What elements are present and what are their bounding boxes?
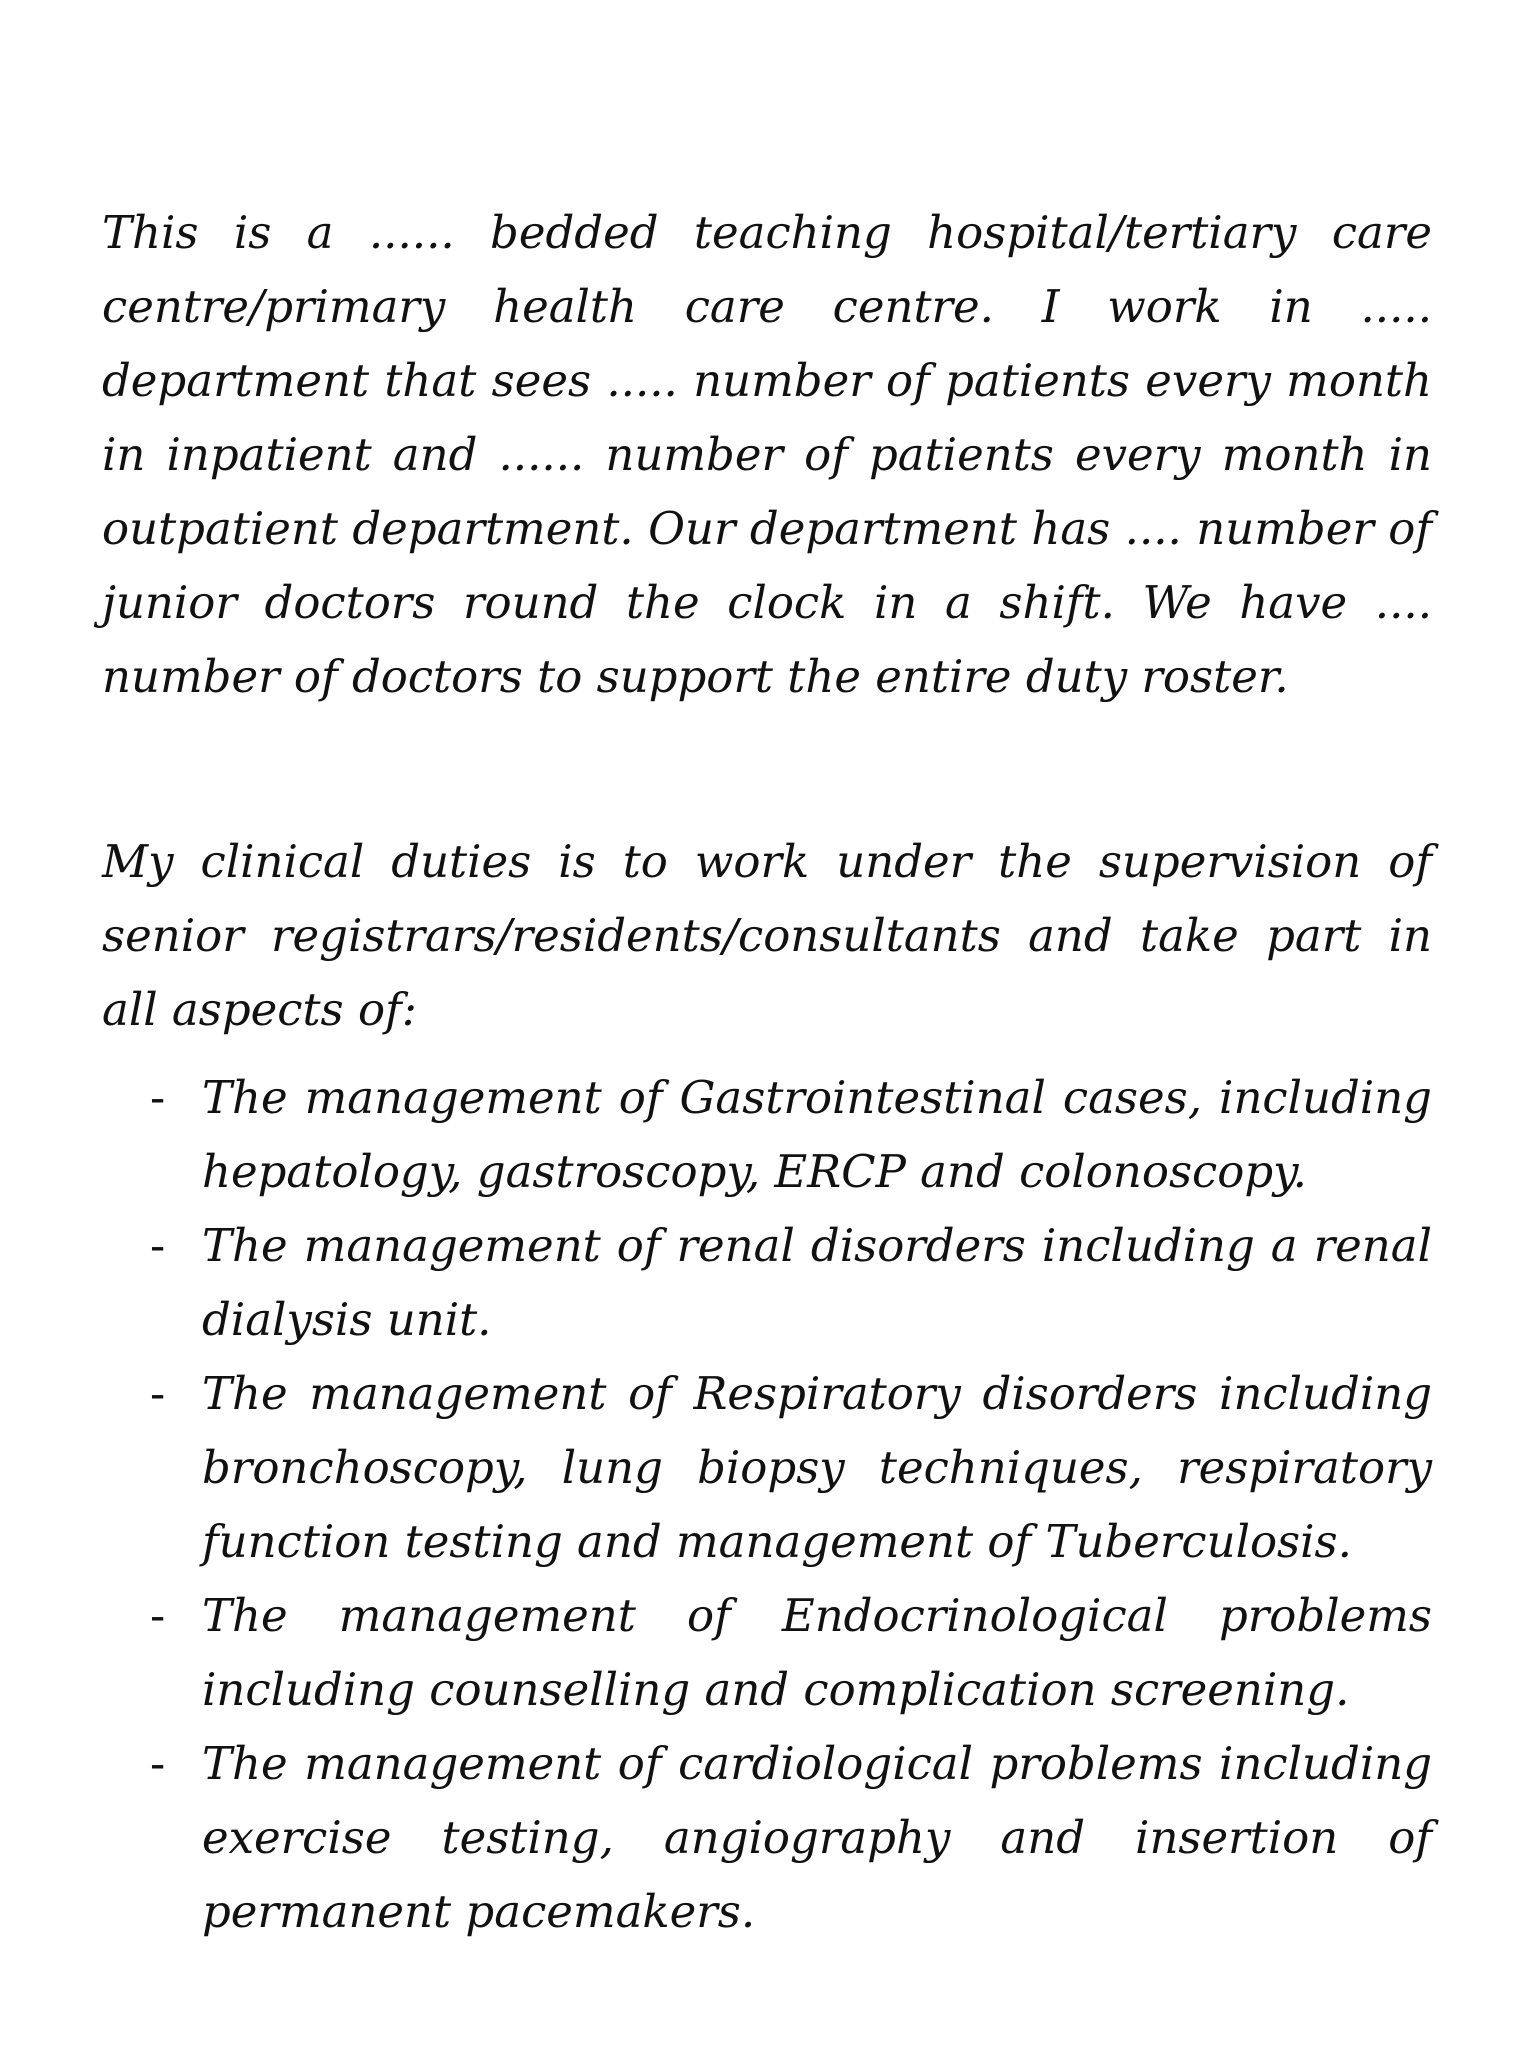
list-item [102,1209,1432,1357]
list-item [102,1357,1432,1579]
list-item [102,1727,1432,1949]
list-item-text: The management of Endocrinological problems including counselling and complication screening. [202,1589,1432,1716]
document-page [102,196,1432,1949]
list-item [102,1061,1432,1209]
list-item [102,1579,1432,1727]
list-dash: - [150,1367,166,1420]
list-item-text: The management of cardiological problems including exercise testing, angiography and insertion of permanent pacemakers. [202,1737,1432,1938]
clinical-duties-paragraph: My clinical duties is to work under the supervision of senior registrars/residents/consultants and take part in all aspects of: [102,835,1432,1036]
list-item-text: The management of Gastrointestinal cases, including hepatology, gastroscopy, ERCP and colonoscopy. [202,1071,1432,1198]
list-dash: - [150,1071,166,1124]
list-item-text: The management of Respiratory disorders including bronchoscopy, lung biopsy techniques, respiratory function testing and management of Tuberculosis. [202,1367,1432,1568]
list-dash: - [150,1219,166,1272]
list-dash: - [150,1589,166,1642]
list-item-text: The management of renal disorders including a renal dialysis unit. [202,1219,1432,1346]
duties-list [102,1061,1432,1949]
intro-paragraph: This is a ...... bedded teaching hospital/tertiary care centre/primary health care centre. I work in ..... department that sees ..... number of patients every month in inpatient and ...... number of patients every month in outpatient department. Our department has .... number of junior doctors round the clock in a shift. We have .... number of doctors to support the entire duty roster. [102,206,1432,703]
list-dash: - [150,1737,166,1790]
